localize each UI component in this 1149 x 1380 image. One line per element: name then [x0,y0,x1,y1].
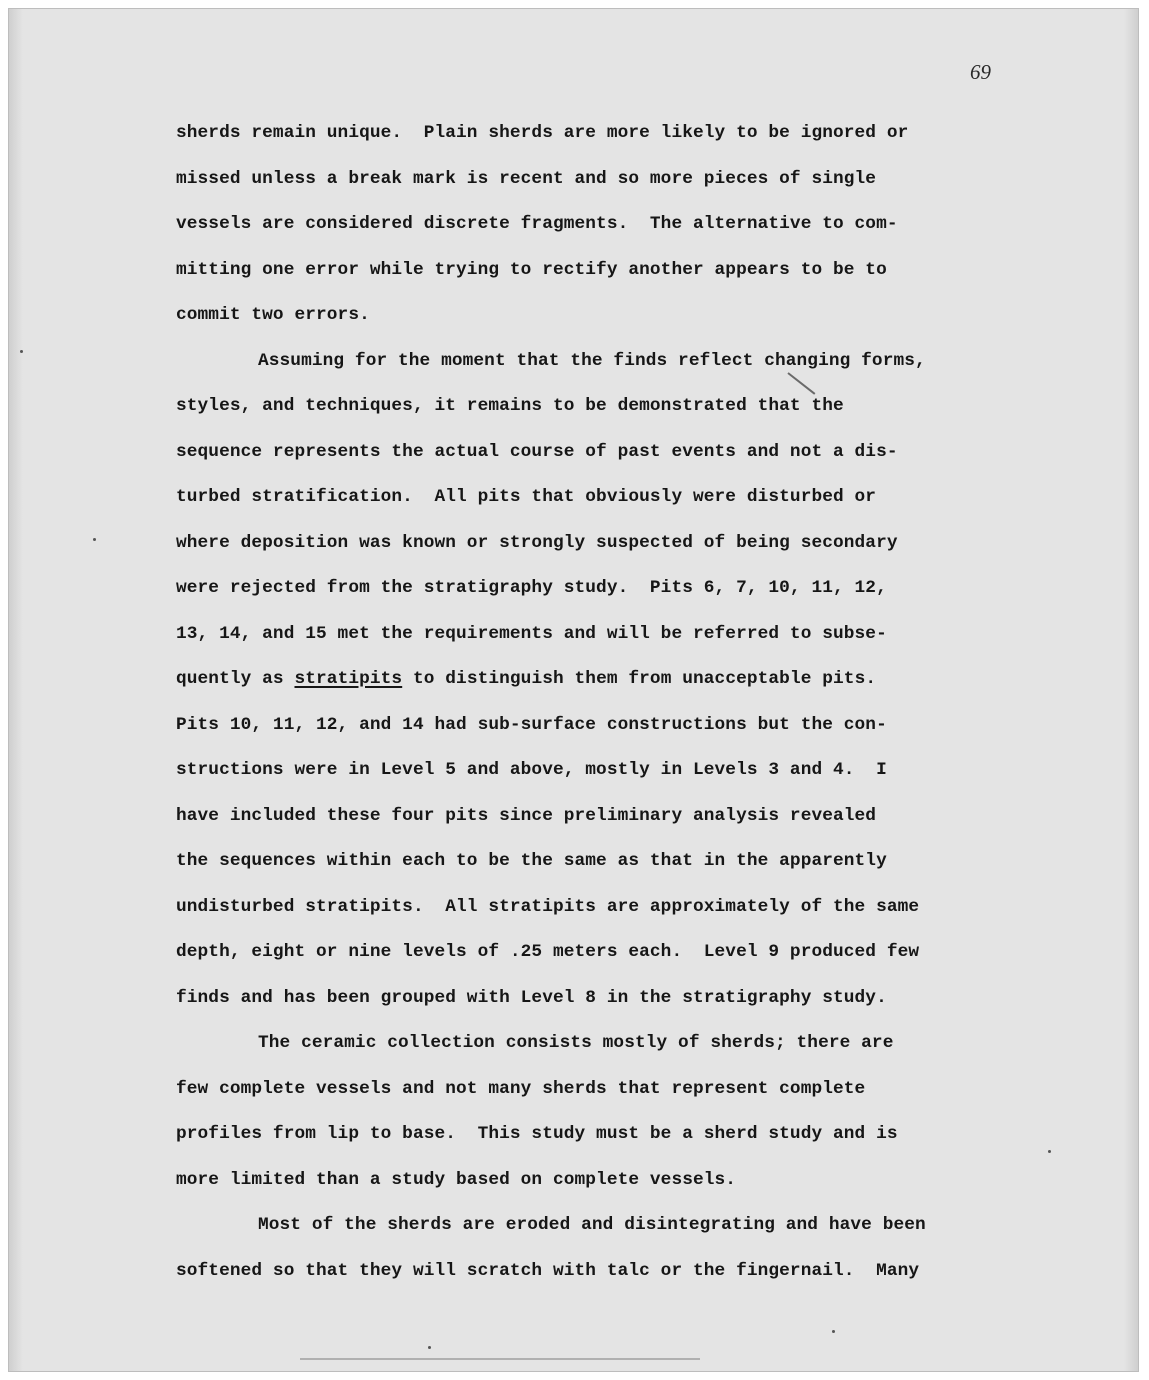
paragraph-first-line: Most of the sherds are eroded and disintegrating and have been [258,1215,926,1235]
scan-edge-left [9,9,23,1371]
text-line: finds and has been grouped with Level 8 in the stratigraphy study. [176,988,887,1008]
paragraph-first-line: The ceramic collection consists mostly of sherds; there are [258,1033,894,1053]
text-line: styles, and techniques, it remains to be demonstrated that the [176,396,844,416]
text-line: 13, 14, and 15 met the requirements and will be referred to subse- [176,624,887,644]
text-line: where deposition was known or strongly suspected of being secondary [176,533,898,553]
text-line: softened so that they will scratch with talc or the fingernail. Many [176,1261,920,1281]
text-line: commit two errors. [176,305,370,325]
text-line: undisturbed stratipits. All stratipits are approximately of the same [176,897,920,917]
paragraph-first-line: Assuming for the moment that the finds reflect changing forms, [258,351,926,371]
text-segment: to distinguish them from unacceptable pits. [402,669,877,689]
text-line: turbed stratification. All pits that obviously were disturbed or [176,487,877,507]
scan-speck [1048,1150,1051,1153]
text-line: vessels are considered discrete fragments. The alternative to com- [176,214,898,234]
text-line: structions were in Level 5 and above, mostly in Levels 3 and 4. I [176,760,887,780]
text-line: sherds remain unique. Plain sherds are more likely to be ignored or [176,123,909,143]
text-line: have included these four pits since preliminary analysis revealed [176,806,877,826]
text-segment: quently as [176,669,295,689]
page-number: 69 [970,60,991,84]
scan-speck [20,350,23,353]
text-line: sequence represents the actual course of past events and not a dis- [176,442,898,462]
text-line: profiles from lip to base. This study must be a sherd study and is [176,1124,898,1144]
text-line: depth, eight or nine levels of .25 meters each. Level 9 produced few [176,942,920,962]
scan-edge-right [1124,9,1138,1371]
scanned-page [8,8,1139,1372]
text-line: the sequences within each to be the same as that in the apparently [176,851,887,871]
text-line: Pits 10, 11, 12, and 14 had sub-surface constructions but the con- [176,715,887,735]
scan-speck [428,1346,431,1349]
text-line [176,669,876,689]
text-line: more limited than a study based on complete vessels. [176,1170,737,1190]
underlined-term-stratipits: stratipits [294,669,403,689]
scan-speck [93,538,96,541]
text-line: were rejected from the stratigraphy study. Pits 6, 7, 10, 11, 12, [176,578,887,598]
text-line: missed unless a break mark is recent and so more pieces of single [176,169,877,189]
text-line: few complete vessels and not many sherds that represent complete [176,1079,866,1099]
text-line: mitting one error while trying to rectify another appears to be to [176,260,887,280]
scan-speck [832,1330,835,1333]
scan-smudge [300,1358,700,1360]
